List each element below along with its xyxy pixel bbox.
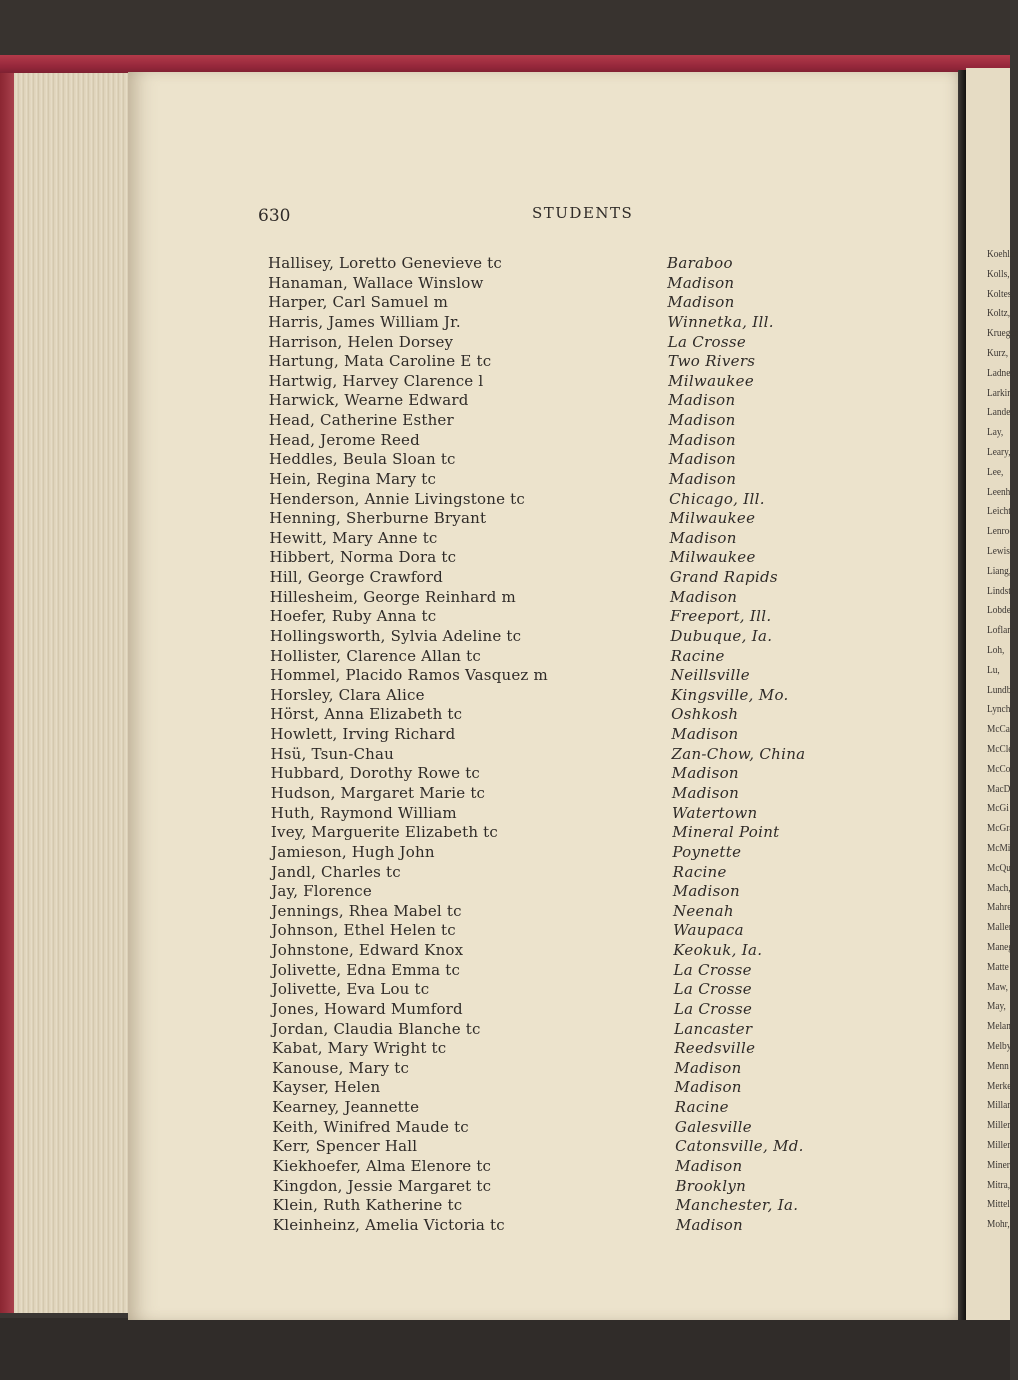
student-hometown: Racine <box>672 862 727 881</box>
student-name: Henderson, Annie Livingstone tc <box>269 489 525 508</box>
student-hometown: Kingsville, Mo. <box>670 685 789 704</box>
student-name: Heddles, Beula Sloan tc <box>269 450 456 469</box>
student-hometown: Madison <box>675 1156 743 1175</box>
student-name: Hollister, Clarence Allan tc <box>270 646 481 665</box>
student-hometown: Dubuque, Ia. <box>670 626 773 645</box>
student-name: Keith, Winifred Maude tc <box>272 1117 469 1136</box>
facing-page-word: Mach, <box>987 881 1011 894</box>
student-name: Jamieson, Hugh John <box>271 842 435 861</box>
student-hometown: Racine <box>670 646 725 665</box>
student-name: Kingdon, Jessie Margaret tc <box>272 1176 492 1195</box>
book-page <box>128 72 962 1320</box>
student-hometown: Madison <box>668 391 736 410</box>
student-hometown: Milwaukee <box>669 509 756 528</box>
student-name: Jennings, Rhea Mabel tc <box>271 901 462 920</box>
facing-page-word: Merke <box>987 1079 1012 1092</box>
facing-page-word: Matte <box>987 960 1009 973</box>
student-hometown: La Crosse <box>673 960 752 979</box>
facing-page-word: Miller <box>987 1119 1011 1132</box>
facing-page-word: Leicht, <box>987 505 1014 518</box>
student-hometown: Madison <box>672 882 740 901</box>
facing-page-word: Menn <box>987 1059 1009 1072</box>
student-name: Howlett, Irving Richard <box>270 725 456 744</box>
student-hometown: La Crosse <box>673 999 753 1018</box>
facing-page-word: Ladner, <box>987 366 1016 379</box>
facing-page-word: Lay, <box>987 426 1004 439</box>
student-hometown: Madison <box>669 528 737 547</box>
student-hometown: Zan-Chow, China <box>671 744 806 763</box>
student-hometown: La Crosse <box>667 332 747 351</box>
facing-page-word: Maw, <box>987 980 1008 993</box>
student-name: Hein, Regina Mary tc <box>269 469 437 488</box>
student-name: Hudson, Margaret Marie tc <box>270 784 486 802</box>
student-hometown: Madison <box>674 1078 742 1097</box>
facing-page-word: Lenroo <box>987 525 1015 538</box>
student-name: Kiekhoefer, Alma Elenore tc <box>272 1156 492 1175</box>
student-name: Hill, George Crawford <box>269 568 443 587</box>
facing-page-word: McMill <box>987 842 1016 854</box>
student-name: Hallisey, Loretto Genevieve tc <box>268 254 502 272</box>
student-hometown: Madison <box>667 273 735 292</box>
student-name: Hsü, Tsun-Chau <box>270 744 395 763</box>
facing-page-word: McCle <box>987 743 1013 755</box>
student-name: Jolivette, Eva Lou tc <box>271 980 430 999</box>
facing-page-word: McGi <box>987 802 1009 815</box>
student-name: Johnstone, Edward Knox <box>271 941 464 960</box>
student-hometown: Winnetka, Ill. <box>667 312 774 331</box>
facing-page-word: Loh, <box>987 644 1005 656</box>
facing-page-word: Leary, <box>987 446 1011 458</box>
student-hometown: Catonsville, Md. <box>675 1137 804 1156</box>
student-hometown: Madison <box>668 411 736 430</box>
facing-page-word: Miner, <box>987 1158 1012 1171</box>
student-hometown: Madison <box>674 1058 742 1077</box>
student-hometown: Madison <box>671 725 739 744</box>
student-hometown: Neenah <box>672 901 734 920</box>
facing-page-word: Krueger <box>987 327 1018 340</box>
facing-page-word: Mittel <box>987 1198 1010 1211</box>
student-name: Hörst, Anna Elizabeth tc <box>270 705 463 724</box>
student-hometown: Madison <box>667 293 735 312</box>
page-stack-edge <box>0 73 140 1313</box>
facing-page-word: Leenho <box>987 485 1016 498</box>
student-hometown: Madison <box>668 430 736 449</box>
facing-page-word: Mahre <box>987 901 1012 914</box>
student-name: Harrison, Helen Dorsey <box>268 332 454 351</box>
running-head: STUDENTS <box>532 204 634 222</box>
facing-page-word: Lobdell <box>987 604 1017 617</box>
student-hometown: Chicago, Ill. <box>669 489 765 508</box>
facing-page-word: Melby <box>987 1040 1012 1052</box>
student-name: Johnson, Ethel Helen tc <box>271 921 456 940</box>
student-hometown: Grand Rapids <box>669 568 778 587</box>
student-hometown: Galesville <box>674 1117 752 1136</box>
facing-page-fragment <box>966 68 1018 1320</box>
student-name: Jones, Howard Mumford <box>271 999 463 1018</box>
student-name: Huth, Raymond William <box>270 803 457 822</box>
page-number: 630 <box>258 206 291 226</box>
student-hometown: Poynette <box>672 842 742 861</box>
student-hometown: Reedsville <box>674 1039 756 1058</box>
student-name: Hubbard, Dorothy Rowe tc <box>270 764 481 783</box>
facing-page-word: McGra <box>987 822 1014 835</box>
facing-page-word: Kolls, <box>987 267 1010 280</box>
student-name: Hartung, Mata Caroline E tc <box>268 352 492 371</box>
facing-page-word: Lewis, <box>987 545 1013 557</box>
facing-page-word: Kurz, <box>987 347 1009 359</box>
student-name: Hanaman, Wallace Winslow <box>268 273 484 292</box>
student-name: Hollingsworth, Sylvia Adeline tc <box>269 626 522 645</box>
facing-page-word: Liang, <box>987 564 1012 577</box>
student-name: Henning, Sherburne Bryant <box>269 509 487 528</box>
student-name: Ivey, Marguerite Elizabeth tc <box>270 823 498 842</box>
student-name: Hibbert, Norma Dora tc <box>269 548 457 567</box>
facing-page-word: Melan <box>987 1020 1011 1033</box>
student-hometown: Madison <box>668 450 736 469</box>
facing-page-word: Lee, <box>987 465 1004 478</box>
facing-page-word: Mitra, <box>987 1178 1011 1191</box>
facing-page-word: Lander, <box>987 406 1016 419</box>
student-hometown: Watertown <box>672 803 758 822</box>
student-name: Hoefer, Ruby Anna tc <box>269 607 437 626</box>
facing-page-word: Lundbe <box>987 683 1016 696</box>
facing-page-word: Koltz, <box>987 307 1011 320</box>
student-hometown: Oshkosh <box>671 705 739 724</box>
student-name: Harper, Carl Samuel m <box>268 293 449 312</box>
facing-page-word: May, <box>987 1000 1006 1013</box>
student-name: Jordan, Claudia Blanche tc <box>271 1019 481 1038</box>
student-name: Kerr, Spencer Hall <box>272 1137 418 1156</box>
facing-page-word: Larkin, <box>987 386 1015 399</box>
facing-page-word: Lu, <box>987 663 1000 676</box>
facing-page-word: Lynch, <box>987 703 1013 716</box>
student-name: Hartwig, Harvey Clarence l <box>268 371 484 390</box>
facing-page-word: MacD <box>987 782 1011 795</box>
student-name: Horsley, Clara Alice <box>270 685 425 704</box>
student-name: Harwick, Wearne Edward <box>268 391 469 410</box>
student-hometown: Neillsville <box>670 666 750 685</box>
student-name: Kabat, Mary Wright tc <box>272 1039 447 1058</box>
student-hometown: Two Rivers <box>667 352 756 371</box>
student-name: Head, Jerome Reed <box>268 430 420 449</box>
scan-background-bottom <box>0 1318 1010 1380</box>
student-hometown: Mineral Point <box>672 823 780 842</box>
facing-page-word: Lofland <box>987 624 1017 637</box>
student-hometown: Milwaukee <box>669 548 756 567</box>
scan-background-top <box>0 0 1010 62</box>
student-name: Hillesheim, George Reinhard m <box>269 587 516 606</box>
student-name: Jolivette, Edna Emma tc <box>271 960 461 979</box>
student-hometown: Madison <box>668 469 737 488</box>
facing-page-word: Maller <box>987 921 1012 934</box>
student-hometown: La Crosse <box>673 980 752 999</box>
student-name: Kayser, Helen <box>272 1078 381 1097</box>
student-hometown: Racine <box>674 1098 729 1117</box>
student-name: Head, Catherine Esther <box>268 411 454 430</box>
student-hometown: Milwaukee <box>668 371 755 390</box>
student-hometown: Madison <box>675 1215 744 1234</box>
facing-page-word: Koehler <box>987 248 1018 260</box>
facing-page-word: Koltes, <box>987 287 1014 300</box>
student-name: Klein, Ruth Katherine tc <box>272 1196 463 1215</box>
facing-page-word: McCar <box>987 723 1013 736</box>
student-name: Hommel, Placido Ramos Vasquez m <box>270 666 548 685</box>
facing-page-word: McCor <box>987 762 1014 775</box>
student-name: Kearney, Jeannette <box>272 1098 420 1117</box>
facing-page-word: Millar <box>987 1099 1011 1112</box>
student-name: Harris, James William Jr. <box>268 312 461 331</box>
student-hometown: Brooklyn <box>675 1176 747 1195</box>
facing-page-word: McQui <box>987 861 1014 874</box>
student-name: Jay, Florence <box>271 882 372 901</box>
student-hometown: Baraboo <box>667 254 733 272</box>
student-name: Kanouse, Mary tc <box>272 1058 410 1077</box>
student-hometown: Manchester, Ia. <box>675 1196 799 1215</box>
student-hometown: Waupaca <box>673 921 744 940</box>
facing-page-word: Miller <box>987 1139 1011 1151</box>
facing-page-word: Maneg <box>987 941 1013 953</box>
student-hometown: Lancaster <box>674 1019 753 1038</box>
student-name: Jandl, Charles tc <box>271 862 401 881</box>
student-hometown: Madison <box>671 784 740 802</box>
student-hometown: Keokuk, Ia. <box>673 941 763 960</box>
facing-page-word: Mohr, <box>987 1218 1010 1231</box>
student-hometown: Madison <box>671 764 739 783</box>
student-name: Kleinheinz, Amelia Victoria tc <box>272 1215 505 1234</box>
student-hometown: Madison <box>670 587 738 606</box>
book-gutter <box>958 70 966 1320</box>
facing-page-word: Lindstr <box>987 584 1015 597</box>
student-name: Hewitt, Mary Anne tc <box>269 528 438 547</box>
student-hometown: Freeport, Ill. <box>670 607 772 626</box>
